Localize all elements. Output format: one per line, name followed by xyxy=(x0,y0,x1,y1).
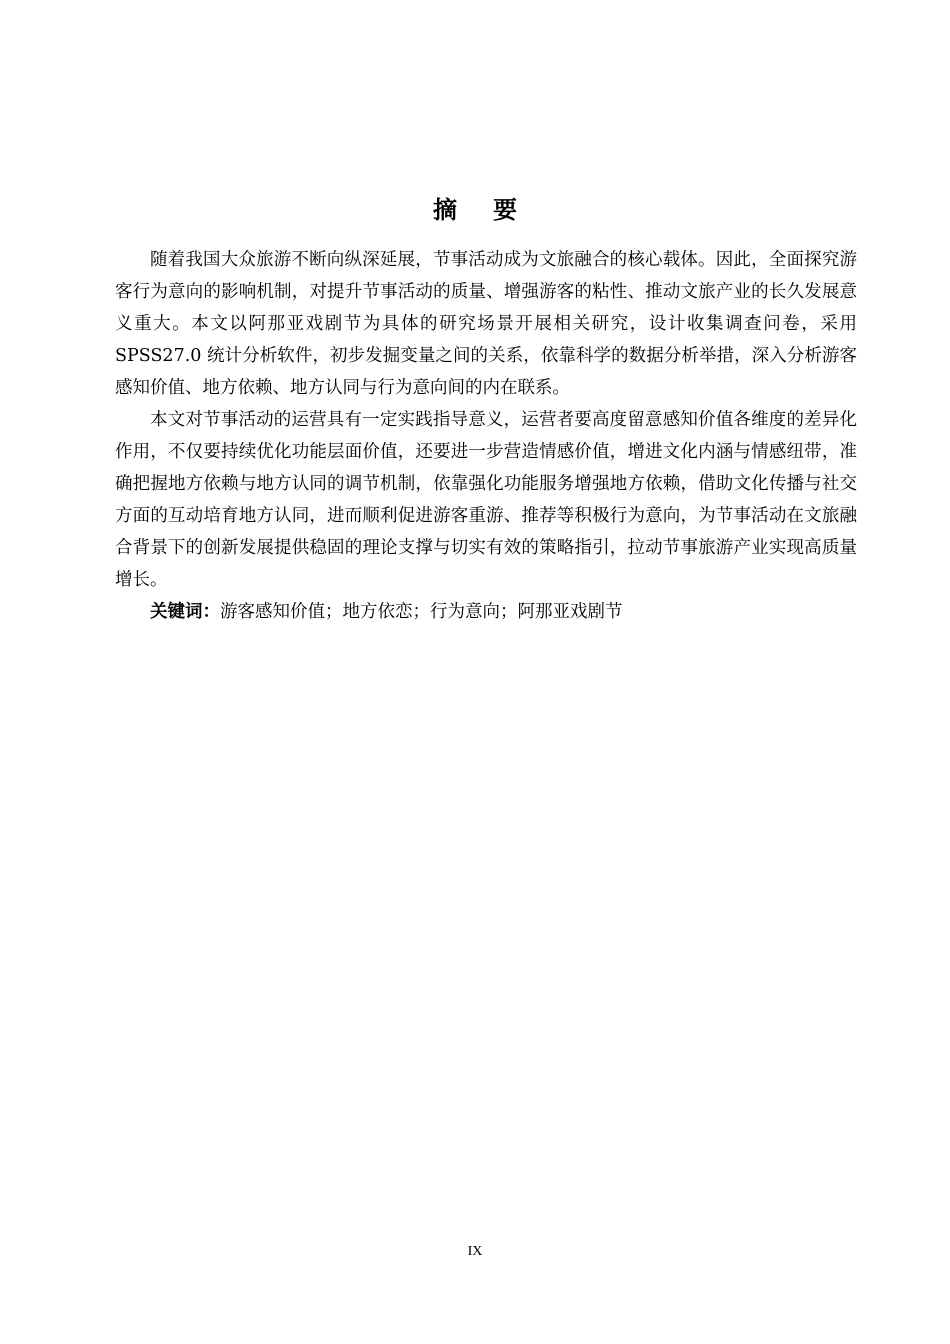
keywords-line xyxy=(115,596,857,628)
abstract-body xyxy=(115,244,857,628)
title-char-1: 摘 xyxy=(433,196,457,225)
abstract-paragraph-2: 本文对节事活动的运营具有一定实践指导意义，运营者要高度留意感知价值各维度的差异化作用，不仅要持续优化功能层面价值，还要进一步营造情感价值，增进文化内涵与情感纽带，准确把握地方依赖与地方认同的调节机制，依靠强化功能服务增强地方依赖，借助文化传播与社交方面的互动培育地方认同，进而顺利促进游客重游、推荐等积极行为意向，为节事活动在文旅融合背景下的创新发展提供稳固的理论支撑与切实有效的策略指引，拉动节事旅游产业实现高质量增长。 xyxy=(115,410,857,590)
keywords-text: 游客感知价值；地方依恋；行为意向；阿那亚戏剧节 xyxy=(220,602,623,622)
page-number: IX xyxy=(467,1244,483,1259)
page-title xyxy=(0,194,950,226)
title-char-2: 要 xyxy=(493,196,517,225)
abstract-paragraph-1: 随着我国大众旅游不断向纵深延展，节事活动成为文旅融合的核心载体。因此，全面探究游客行为意向的影响机制，对提升节事活动的质量、增强游客的粘性、推动文旅产业的长久发展意义重大。本文以阿那亚戏剧节为具体的研究场景开展相关研究，设计收集调查问卷，采用 SPSS27.0 统计分析软件，初步发掘变量之间的关系，依靠科学的数据分析举措，深入分析游客感知价值、地方依赖、地方认同与行为意向间的内在联系。 xyxy=(115,250,857,398)
keywords-label: 关键词： xyxy=(150,602,220,622)
